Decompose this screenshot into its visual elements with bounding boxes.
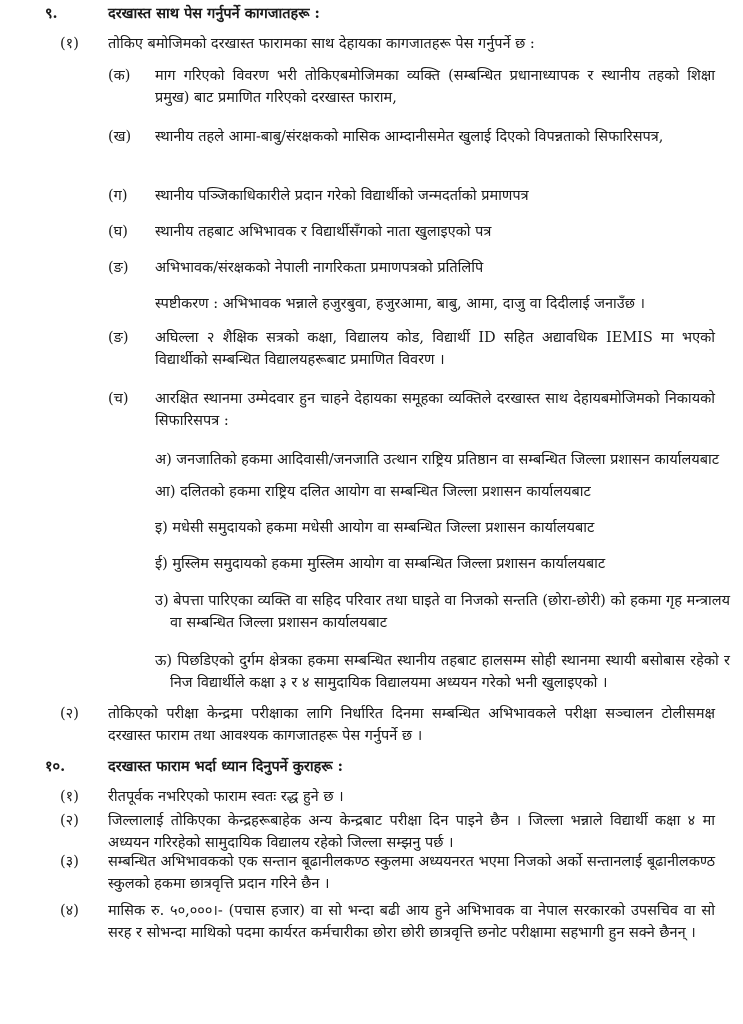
list-item [108,327,715,371]
item-label: (ङ) [108,260,129,276]
section-number: १०. [45,758,66,775]
item-text: मासिक रु. ५०,०००।- (पचास हजार) वा सो भन्दा बढी आय हुने अभिभावक वा नेपाल सरकारको उपसचिव वा सो सरह र सोभन्दा माथिको पदमा कार्यरत कर्मचारीका छोरा छोरी छात्रवृत्ति छनोट परीक्षामा सहभागी हुन सक्ने छैनन् । [108,903,715,941]
clause-text: तोकिएको परीक्षा केन्द्रमा परीक्षाका लागि निर्धारित दिनमा सम्बन्धित अभिभावकले परीक्षा सञ्चालन टोलीसमक्ष दरखास्त फाराम तथा आवश्यक कागजातहरू पेस गर्नुपर्ने छ । [108,706,715,744]
item-text: रीतपूर्वक नभरिएको फाराम स्वतः रद्ध हुने छ । [108,789,344,805]
section-9-heading [45,3,725,25]
sub-item: आ) दलितको हकमा राष्ट्रिय दलित आयोग वा सम्बन्धित जिल्ला प्रशासन कार्यालयबाट [155,484,591,500]
list-item [60,900,715,944]
list-item [60,851,715,895]
item-label: (घ) [108,224,128,240]
clause-1 [60,33,715,55]
item-label: (४) [60,903,79,919]
list-item [60,786,715,808]
section-10-heading [45,756,725,778]
section-title: दरखास्त फाराम भर्दा ध्यान दिनुपर्ने कुराहरू : [108,758,343,775]
sub-item: अ) जनजातिको हकमा आदिवासी/जनजाति उत्थान राष्ट्रिय प्रतिष्ठान वा सम्बन्धित जिल्ला प्रशासन कार्यालयबाट [155,452,720,468]
item-label: (ग) [108,188,128,204]
section-number: ९. [45,5,58,22]
item-label: (३) [60,854,79,870]
item-label: (च) [108,391,129,407]
item-text: स्थानीय तहले आमा-बाबु/संरक्षकको मासिक आम्दानीसमेत खुलाई दिएको विपन्नताको सिफारिसपत्र, [155,129,664,145]
clause-2 [60,703,715,747]
sub-item: ऊ) पिछडिएको दुर्गम क्षेत्रका हकमा सम्बन्धित स्थानीय तहबाट हालसम्म सोही स्थानमा स्थायी बसोबास रहेको र निज विद्यार्थीले कक्षा ३ र ४ सामुदायिक विद्यालयमा अध्ययन गरेको भनी खुलाइएको । [155,653,730,691]
list-item [108,388,715,432]
item-text: स्थानीय पञ्जिकाधिकारीले प्रदान गरेको विद्यार्थीको जन्मदर्ताको प्रमाणपत्र [155,188,529,204]
item-text: अघिल्ला २ शैक्षिक सत्रको कक्षा, विद्यालय कोड, विद्यार्थी ID सहित अद्यावधिक IEMIS मा भएको विद्यार्थीको सम्बन्धित विद्यालयहरूबाट प्रमाणित विवरण । [155,330,715,368]
item-text: सम्बन्धित अभिभावकको एक सन्तान बूढानीलकण्ठ स्कुलमा अध्ययनरत भएमा निजको अर्को सन्तानलाई बूढानीलकण्ठ स्कुलको हकमा छात्रवृत्ति प्रदान गरिने छैन । [108,854,715,892]
sub-item: उ) बेपत्ता पारिएका व्यक्ति वा सहिद परिवार तथा घाइते वा निजको सन्तति (छोरा-छोरी) को हकमा गृह मन्त्रालय वा सम्बन्धित जिल्ला प्रशासन कार्यालयबाट [155,593,730,631]
item-text: अभिभावक/संरक्षकको नेपाली नागरिकता प्रमाणपत्रको प्रतिलिपि [155,260,484,276]
item-text: स्थानीय तहबाट अभिभावक र विद्यार्थीसँगको नाता खुलाइएको पत्र [155,224,492,240]
item-text: जिल्लालाई तोकिएका केन्द्रहरूबाहेक अन्य केन्द्रबाट परीक्षा दिन पाइने छैन । जिल्ला भन्नाले विद्यार्थी कक्षा ४ मा अध्ययन गरिरहेको सामुदायिक विद्यालय रहेको जिल्ला सम्झनु पर्छ । [108,813,715,851]
list-item [108,221,715,243]
item-label: (१) [60,789,79,805]
list-item [108,65,715,109]
item-label: (ङ) [108,330,129,346]
item-text: माग गरिएको विवरण भरी तोकिएबमोजिमका व्यक्ति (सम्बन्धित प्रधानाध्यापक र स्थानीय तहको शिक्षा प्रमुख) बाट प्रमाणित गरिएको दरखास्त फाराम, [155,68,715,106]
item-label: (२) [60,813,79,829]
list-item [108,185,715,207]
list-item [108,126,715,148]
clause-number: (२) [60,706,79,722]
sub-item: ई) मुस्लिम समुदायको हकमा मुस्लिम आयोग वा सम्बन्धित जिल्ला प्रशासन कार्यालयबाट [155,556,606,572]
clause-number: (१) [60,36,79,52]
item-text: आरक्षित स्थानमा उम्मेदवार हुन चाहने देहायका समूहका व्यक्तिले दरखास्त साथ देहायबमोजिमको निकायको सिफारिसपत्र : [155,391,715,429]
item-label: (ख) [108,129,132,145]
section-title: दरखास्त साथ पेस गर्नुपर्ने कागजातहरू : [108,5,320,22]
clause-text: तोकिए बमोजिमको दरखास्त फारामका साथ देहायका कागजातहरू पेस गर्नुपर्ने छ : [108,36,535,52]
list-item [60,810,715,854]
list-item [108,257,715,279]
clarification: स्पष्टीकरण : अभिभावक भन्नाले हजुरबुवा, हजुरआमा, बाबु, आमा, दाजु वा दिदीलाई जनाउँछ । [155,296,645,312]
item-label: (क) [108,68,131,84]
sub-item: इ) मधेसी समुदायको हकमा मधेसी आयोग वा सम्बन्धित जिल्ला प्रशासन कार्यालयबाट [155,520,595,536]
